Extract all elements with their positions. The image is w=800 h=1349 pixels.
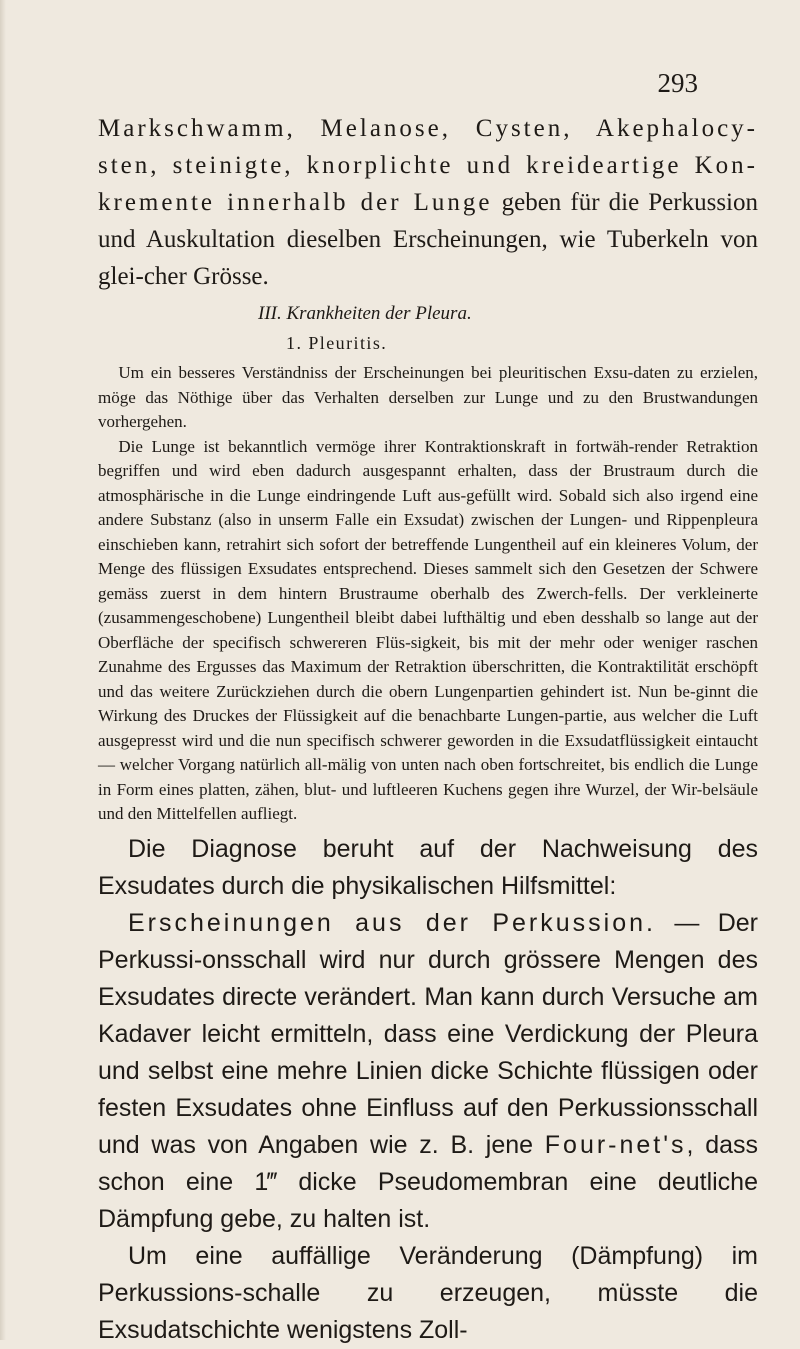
small-print-block xyxy=(98,361,758,827)
subsection-heading: 1. Pleuritis. xyxy=(286,333,388,353)
page-edge-shadow xyxy=(0,0,6,1340)
intro-rest-text: geben für die Perkussion und Auskultation dieselben Erscheinungen, wie Tuberkeln von glei-cher Grösse. xyxy=(98,189,758,290)
perkussion-paragraph xyxy=(98,905,758,1238)
page-content xyxy=(98,110,758,1349)
small-paragraph: Die Lunge ist bekanntlich vermöge ihrer Kontraktionskraft in fortwäh-render Retraktion begriffen und wird eben dadurch ausgespannt erhalten, dass der Brustraum durch die atmosphärische in die Lunge eindringende Luft aus-gefüllt wird. Sobald sich also irgend eine andere Substanz (also in unserm Falle ein Exsudat) zwischen der Lungen- und Rippenpleura einschieben kann, retrahirt sich sofort der betreffende Lungentheil auf ein kleineres Volum, der Menge des flüssigen Exsudates entsprechend. Dieses sammelt sich den Gesetzen der Schwere gemäss zuerst in dem hintern Brustraume oberhalb des Zwerch-fells. Der verkleinerte (zusammengeschobene) Lungentheil bleibt dabei lufthältig und eben desshalb so lange aut der Oberfläche der specifisch schwereren Flüs-sigkeit, bis mit der mehr oder weniger raschen Zunahme des Ergusses das Maximum der Retraktion überschritten, die Kontraktilität erschöpft und das weitere Zurückziehen durch die obern Lungenpartien gehindert ist. Nun be-ginnt die Wirkung des Druckes der Flüssigkeit auf die benachbarte Lungen-partie, aus welcher die Luft ausgepresst wird und die nun specifisch schwerer geworden in die Exsudatflüssigkeit eintaucht — welcher Vorgang natürlich all-mälig von unten nach oben fortschreitet, bis endlich die Lunge in Form eines platten, zähen, blut- und luftleeren Kuchens gegen ihre Wurzel, der Wir-belsäule und den Mittelfellen aufliegt. xyxy=(98,436,758,823)
intro-spaced-text: Markschwamm, Melanose, Cysten, Akephalocy-sten, steinigte, knorplichte und kreideartige Kon-kremente innerhalb der Lunge xyxy=(98,115,758,216)
perkussion-heading: Erscheinungen aus der Perkussion. xyxy=(128,908,656,937)
section-heading: III. Krankheiten der Pleura. xyxy=(258,303,472,324)
perkussion-text-2: , dass schon eine 1‴ dicke Pseudomembran eine deutliche Dämpfung gebe, zu halten ist. xyxy=(98,1130,758,1233)
author-name: Four-net's xyxy=(544,1130,687,1159)
perkussion-text-1: — Der Perkussi-onsschall wird nur durch grössere Mengen des Exsudates directe verändert. Man kann durch Versuche am Kadaver leicht ermitteln, dass eine Verdickung der Pleura und selbst eine mehre Linien dicke Schichte flüssigen oder festen Exsudates ohne Einfluss auf den Perkussionsschall und was von Angaben wie z. B. jene xyxy=(98,908,758,1159)
intro-paragraph xyxy=(98,110,758,295)
diagnose-paragraph: Die Diagnose beruht auf der Nachweisung des Exsudates durch die physikalischen Hilfsmittel: xyxy=(98,834,758,900)
page-number: 293 xyxy=(657,68,698,98)
large-print-block xyxy=(98,831,758,1349)
last-paragraph: Um eine auffällige Veränderung (Dämpfung) im Perkussions-schalle zu erzeugen, müsste die Exsudatschichte wenigstens Zoll- xyxy=(98,1241,758,1344)
small-paragraph: Um ein besseres Verständniss der Erscheinungen bei pleuritischen Exsu-daten zu erzielen, möge das Nöthige über das Verhalten derselben zur Lunge und zu den Brustwandungen vorhergehen. xyxy=(98,363,758,431)
